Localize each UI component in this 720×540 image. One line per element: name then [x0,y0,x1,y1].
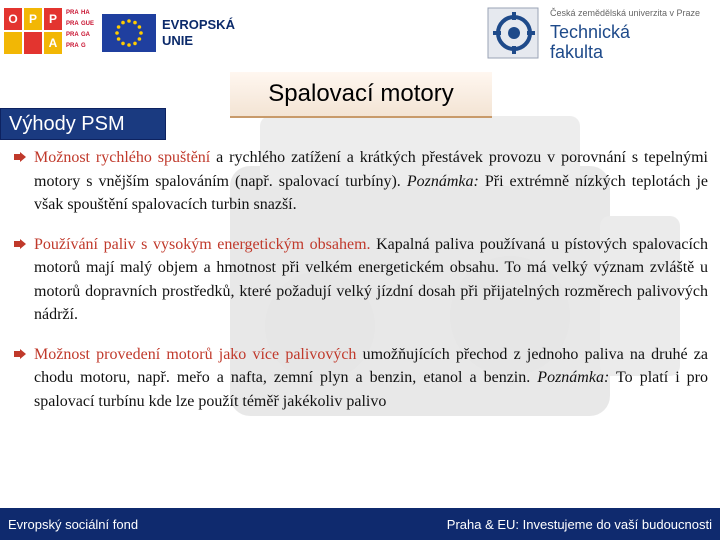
technicka-fakulta-logo [486,6,718,62]
prague-text: HA [81,10,90,16]
opp-letter: A [44,32,62,54]
tf-faculty-name [550,22,630,62]
prague-text: PRA [66,21,79,27]
slide-title: Spalovací motory [230,72,492,118]
prague-text: GUE [81,21,95,27]
footer-bar [0,508,720,540]
bullet-text: a rychlého zatížení a krátkých přestávek provozu v porovnání s tepelnými motory s vnějším spalováním (např. spalovací turbíny). [34,149,709,190]
opp-letter: O [4,8,22,30]
eu-flag-icon [102,14,156,52]
eu-text-line: UNIE [162,33,194,48]
tf-university-name: Česká zemědělská univerzita v Praze [550,8,701,18]
tf-title-line: fakulta [550,42,604,62]
opp-letter: P [44,8,62,30]
prague-text: PRA [66,32,79,38]
tf-emblem-icon [486,6,542,60]
eu-text [162,17,235,49]
bullet-highlight: Používání paliv s vysokým energetickým obsahem. [34,235,371,253]
prague-wordmark [66,8,95,56]
bullet-item [14,233,708,327]
prague-text: PRA [66,43,79,49]
bullet-item [14,146,708,217]
opp-square [24,32,42,54]
arrow-bullet-icon [14,152,26,162]
bullet-highlight: Možnost provedení motorů jako více palivových [34,345,357,363]
bullet-highlight: Možnost rychlého spuštění [34,149,211,166]
bullet-text: Kapalná paliva používaná u pístových spalovacích motorů mají malý objem a hmotnost při velkém energetickém obsahu. To má velký význam zvláště u motorů dopravních prostředků, které požadují velký jízdní dosah při přijatelných rozměrech palivových nádrží. [34,235,709,323]
prague-text: PRA [66,10,79,16]
prague-text: GA [81,32,90,38]
opp-praha-logo [4,8,94,56]
opp-square [4,32,22,54]
eu-logo [102,10,257,56]
opp-letter: P [24,8,42,30]
prague-text: G [81,43,86,49]
section-label: Výhody PSM [0,108,166,140]
bullet-item [14,343,708,414]
footer-right-text: Praha & EU: Investujeme do vaší budoucnosti [446,516,712,532]
note-text: To platí i pro spalovací turbínu kde lze použít téměř jakékoliv palivo [34,369,708,410]
arrow-bullet-icon [14,239,26,249]
note-label: Poznámka: [406,172,479,190]
note-text: Při extrémně nízkých teplotách je však spouštění spalovacích turbin snazší. [34,172,708,213]
arrow-bullet-icon [14,349,26,359]
bullet-list [14,146,708,429]
tf-title-line: Technická [550,22,631,42]
bullet-text: umožňujících přechod z jednoho paliva na druhé za chodu motoru, např. meřo a nafta, zemní plyn a benzin, etanol a benzin. [34,345,709,386]
eu-text-line: EVROPSKÁ [162,17,235,32]
footer-left-text: Evropský sociální fond [8,516,139,532]
note-label: Poznámka: [537,369,610,386]
